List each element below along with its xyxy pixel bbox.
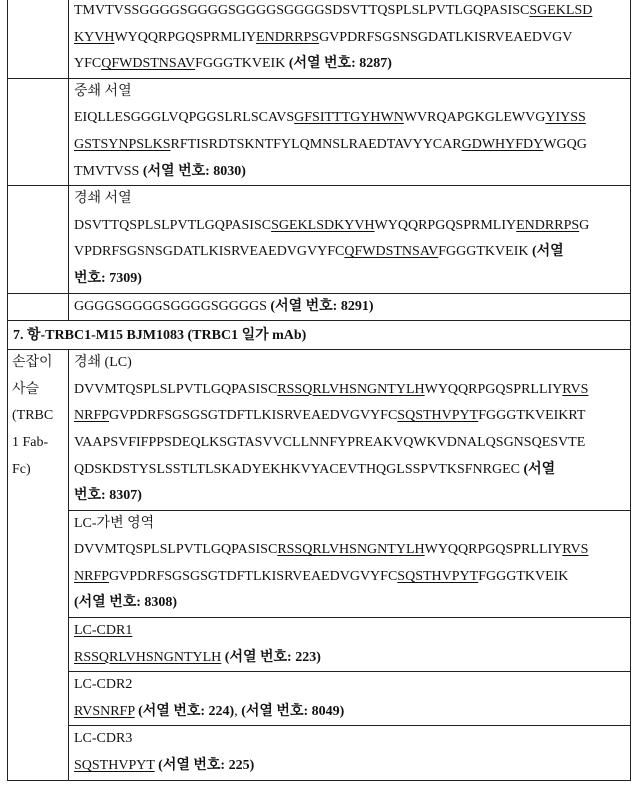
sequence-cell (69, 79, 630, 185)
sequence-cell (69, 618, 630, 671)
sequence-line (74, 483, 630, 510)
sequence-line (74, 726, 630, 753)
sequence-cell (69, 294, 630, 321)
sequence-line (74, 132, 630, 159)
seq-id-ref: (서열 번호: 224) (138, 704, 234, 719)
section-title: 7. 항-TRBC1-M15 BJM1083 (TRBC1 일가 mAb) (8, 321, 630, 349)
cdr-segment: NRFP (74, 408, 109, 423)
sequence-text: DVVMTQSPLSLPVTLGQPASISC (74, 542, 277, 557)
sequence-text: 경쇄 (LC) (74, 355, 132, 370)
sequence-line (74, 672, 630, 699)
cdr-segment: QFWDSTNSAV (101, 56, 195, 71)
sequence-cell (69, 0, 630, 78)
cdr-segment: RVSNRFP (74, 704, 135, 719)
sequence-text: GVPDRFSGSGSGTDFTLKISRVEAEDVGVYFC (109, 569, 397, 584)
chain-label-line: 사슬 (12, 377, 68, 404)
cdr-segment: RSSQRLVHSNGNTYLH (277, 382, 424, 397)
sequence-table (7, 0, 631, 781)
seq-id-ref: (서열 번호: 8049) (241, 704, 344, 719)
sequence-line (74, 618, 630, 645)
sequence-line (74, 51, 630, 78)
sequence-line (74, 294, 630, 321)
seq-id-ref: (서열 번호: 8291) (270, 299, 373, 314)
sequence-line (74, 266, 630, 293)
sequence-text: WYQQRPGQSPRMLIY (114, 30, 256, 45)
sequence-row (8, 186, 630, 293)
sequence-row (69, 618, 630, 672)
sequence-line (74, 645, 630, 672)
sequence-line (74, 403, 630, 430)
cdr-segment: RSSQRLVHSNGNTYLH (277, 542, 424, 557)
seq-id-ref: (서열 (532, 244, 564, 259)
cdr-segment: NRFP (74, 569, 109, 584)
chain-label-line: 손잡이 (12, 350, 68, 377)
sequence-line (74, 430, 630, 457)
cdr-segment: SQSTHVPYT (397, 408, 478, 423)
sequence-text: FGGGTKVEIK (195, 56, 289, 71)
sequence-line (74, 213, 630, 240)
cdr-segment: SQSTHVPYT (397, 569, 478, 584)
sequence-line (74, 564, 630, 591)
sequence-line (74, 79, 630, 106)
sequence-row (69, 511, 630, 618)
seq-id-ref: (서열 번호: 8030) (143, 164, 246, 179)
sequence-line (74, 699, 630, 726)
sequence-text: RFTISRDTSKNTFYLQMNSLRAEDTAVYYCAR (170, 137, 461, 152)
cdr-segment: ENDRRPS (256, 30, 319, 45)
sequence-line (74, 105, 630, 132)
chain-label-line: Fc) (12, 457, 68, 484)
cdr-segment: RSSQRLVHSNGNTYLH (74, 650, 221, 665)
sequence-line (74, 159, 630, 186)
sequence-text: WYQQRPGQSPRMLIY (375, 218, 517, 233)
sequence-row (69, 672, 630, 726)
sequence-line (74, 511, 630, 538)
sequence-cell (69, 672, 630, 725)
sequence-line (74, 590, 630, 617)
seq-id-ref: (서열 번호: 223) (225, 650, 321, 665)
sequence-text: G (579, 218, 589, 233)
trbc1-fab-fc-group (8, 350, 630, 781)
cdr-segment: SGEKLSD (529, 3, 592, 18)
sequence-text: LC-CDR3 (74, 731, 132, 746)
sequence-line (74, 350, 630, 377)
sequence-text: GGGGSGGGGSGGGGSGGGGS (74, 299, 270, 314)
empty-label-cell (8, 186, 69, 292)
sequence-text: QDSKDSTYSLSSTLTLSKADYEKHKVYACEVTHQGLSSPVTKSFNRGEC (74, 462, 523, 477)
cdr-segment: GSTSYNPSLKS (74, 137, 170, 152)
sequence-text: VPDRFSGSNSGDATLKISRVEAEDVGVYFC (74, 244, 344, 259)
chain-label (8, 350, 69, 780)
empty-label-cell (8, 79, 69, 185)
sequence-text: YFC (74, 56, 101, 71)
seq-id-ref: (서열 번호: 8287) (289, 56, 392, 71)
cdr-segment: KYVH (74, 30, 114, 45)
sequence-text: FGGGTKVEIK (478, 569, 568, 584)
cdr-segment: SQSTHVPYT (74, 758, 155, 773)
sequence-line (74, 186, 630, 213)
empty-label-cell (8, 294, 69, 321)
sequence-text: WGQG (543, 137, 587, 152)
cdr-segment: LC-CDR1 (74, 623, 132, 638)
sequence-line (74, 457, 630, 484)
sequence-cell (69, 350, 630, 510)
sequence-text: TMVTVSS (74, 164, 143, 179)
sequence-text: GVPDRFSGSGSGTDFTLKISRVEAEDVGVYFC (109, 408, 397, 423)
sequence-row (69, 350, 630, 511)
sequence-line (74, 25, 630, 52)
sequence-row (69, 726, 630, 779)
sequence-text: WYQQRPGQSPRLLIY (425, 382, 563, 397)
sequence-text: , (234, 704, 241, 719)
sequence-text: DSVTTQSPLSLPVTLGQPASISC (74, 218, 271, 233)
sequence-text: VAAPSVFIFPPSDEQLKSGTASVVCLLNNFYPREAKVQWKVDNALQSGNSQESVTE (74, 435, 585, 450)
seq-id-ref: 번호: 8307) (74, 488, 142, 503)
sequence-text: 경쇄 서열 (74, 191, 132, 206)
sequence-text: FGGGTKVEIK (438, 244, 532, 259)
seq-id-ref: (서열 번호: 225) (158, 758, 254, 773)
sequence-text: LC-CDR2 (74, 677, 132, 692)
section-header-row (8, 321, 630, 350)
sequence-row (8, 0, 630, 79)
cdr-segment: RVS (562, 542, 588, 557)
sequence-text: EIQLLESGGGLVQPGGSLRLSCAVS (74, 110, 294, 125)
sequence-cell (69, 726, 630, 779)
cdr-segment: GDWHYFDY (462, 137, 544, 152)
cdr-segment: GFSITTTGYHWN (294, 110, 404, 125)
sequence-text: FGGGTKVEIKRT (478, 408, 585, 423)
sequence-line (74, 537, 630, 564)
chain-label-line: (TRBC (12, 403, 68, 430)
cdr-segment: ENDRRPS (516, 218, 579, 233)
sequence-text: DVVMTQSPLSLPVTLGQPASISC (74, 382, 277, 397)
seq-id-ref: (서열 번호: 8308) (74, 595, 177, 610)
cdr-segment: SGEKLSDKYVH (271, 218, 374, 233)
sequence-text: 중쇄 서열 (74, 84, 132, 99)
sequence-cell (69, 511, 630, 617)
sequence-text: TMVTVSSGGGGSGGGGSGGGGSGGGGSDSVTTQSPLSLPVTLGQPASISC (74, 3, 529, 18)
sequence-line (74, 753, 630, 780)
sequence-text: LC-가변 영역 (74, 516, 154, 531)
sequence-line (74, 239, 630, 266)
sequence-text: GVPDRFSGSNSGDATLKISRVEAEDVGV (319, 30, 572, 45)
cdr-segment: YIYSS (545, 110, 585, 125)
sequence-row (8, 79, 630, 186)
empty-label-cell (8, 0, 69, 78)
sequence-line (74, 377, 630, 404)
sequence-row (8, 294, 630, 322)
sequence-text: WVRQAPGKGLEWVG (404, 110, 546, 125)
sequence-text: WYQQRPGQSPRLLIY (425, 542, 563, 557)
seq-id-ref: 번호: 7309) (74, 271, 142, 286)
seq-id-ref: (서열 (523, 462, 555, 477)
chain-label-line: 1 Fab- (12, 430, 68, 457)
cdr-segment: RVS (562, 382, 588, 397)
cdr-segment: QFWDSTNSAV (344, 244, 438, 259)
sequence-cell (69, 186, 630, 292)
sequence-line (74, 0, 630, 25)
